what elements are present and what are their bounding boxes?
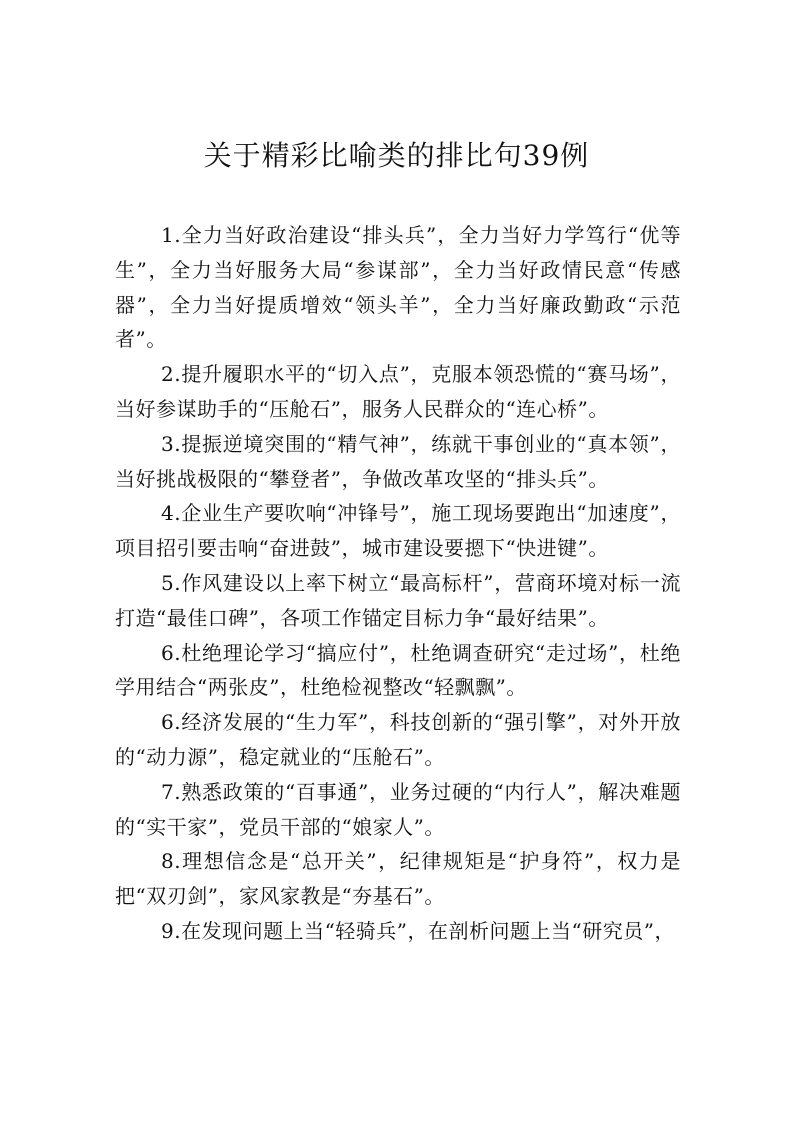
paragraph-2: 2.提升履职水平的“切入点”，克服本领恐慌的“赛马场”，当好参谋助手的“压舱石”，服务人民群众的“连心桥”。 [115,362,681,421]
document-body [115,218,681,949]
paragraph-5: 5.作风建设以上率下树立“最高标杆”，营商环境对标一流打造“最佳口碑”，各项工作锚定目标力争“最好结果”。 [115,570,681,630]
paragraph-7: 7.熟悉政策的“百事通”，业务过硬的“内行人”，解决难题的“实干家”，党员干部的“娘家人”。 [115,779,681,839]
paragraph-4: 4.企业生产要吹响“冲锋号”，施工现场要跑出“加速度”，项目招引要击响“奋进鼓”，城市建设要摁下“快进键”。 [115,501,681,561]
paragraph-3: 3.提振逆境突围的“精气神”，练就干事创业的“真本领”，当好挑战极限的“攀登者”，争做改革攻坚的“排头兵”。 [115,431,681,491]
paragraph-6b: 6.经济发展的“生力军”，科技创新的“强引擎”，对外开放的“动力源”，稳定就业的“压舱石”。 [115,710,681,769]
document-title: 关于精彩比喻类的排比句39例 [203,139,590,172]
paragraph-8: 8.理想信念是“总开关”，纪律规矩是“护身符”，权力是把“双刃剑”，家风家教是“夯基石”。 [115,849,681,909]
paragraph-9: 9.在发现问题上当“轻骑兵”，在剖析问题上当“研究员”， [161,918,675,943]
paragraph-1: 1.全力当好政治建设“排头兵”，全力当好力学笃行“优等生”，全力当好服务大局“参谋部”，全力当好政情民意“传感器”，全力当好提质增效“领头羊”，全力当好廉政勤政“示范者”。 [115,223,681,352]
paragraph-6a: 6.杜绝理论学习“搞应付”，杜绝调查研究“走过场”，杜绝学用结合“两张皮”，杜绝检视整改“轻飘飘”。 [115,640,681,700]
